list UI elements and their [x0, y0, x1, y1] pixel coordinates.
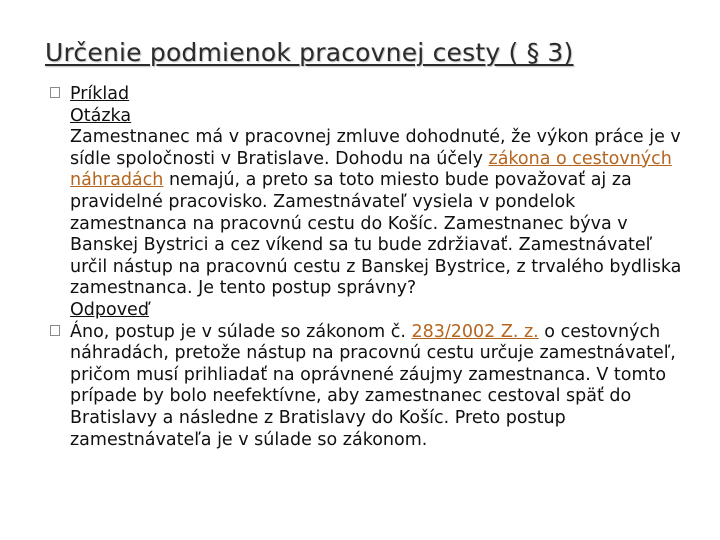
bullet-item-answer: [50, 322, 690, 452]
question-block: [50, 106, 690, 322]
law-link-283-2002[interactable]: 283/2002 Z. z.: [411, 321, 539, 342]
slide-title: Určenie podmienok pracovnej cesty ( § 3): [45, 38, 574, 67]
answer-text-part-1: Áno, postup je v súlade so zákonom č.: [70, 321, 412, 342]
question-heading: Otázka: [70, 105, 132, 126]
bullet-item-example: [50, 84, 690, 106]
answer-text-part-2: o cestovných náhradách, pretože nástup na pracovnú cestu určuje zamestnávateľ, pričom musí prihliadať na oprávnené záujmy zamestnanca. V tomto prípade by bolo neefektívne, aby zamestnanec cestoval späť do Bratislavy a následne z Bratislavy do Košíc. Preto postup zamestnávateľa je v súlade so zákonom.: [70, 321, 676, 450]
checkbox-bullet-icon: [50, 325, 60, 336]
question-text-part-1: Zamestnanec má v pracovnej zmluve dohodnuté, že výkon práce je v sídle spoločnosti v Bratislave. Dohodu na účely: [70, 127, 681, 169]
question-text-part-2: nemajú, a preto sa toto miesto bude považovať aj za pravidelné pracovisko. Zamestnávateľ vysiela v pondelok zamestnanca na pracovnú cestu do Košíc. Zamestnanec býva v Banskej Bystrici a cez víkend sa tu bude zdržiavať. Zamestnávateľ určil nástup na pracovnú cestu z Banskej Bystrice, z trvalého bydliska zamestnanca. Je tento postup správny?: [70, 170, 682, 299]
checkbox-bullet-icon: [50, 87, 60, 98]
law-link-travel-compensation[interactable]: zákona o cestovných náhradách: [70, 148, 672, 191]
example-heading: Príklad: [70, 84, 130, 104]
answer-heading: Odpoveď: [70, 299, 149, 320]
slide-content: [50, 84, 690, 451]
